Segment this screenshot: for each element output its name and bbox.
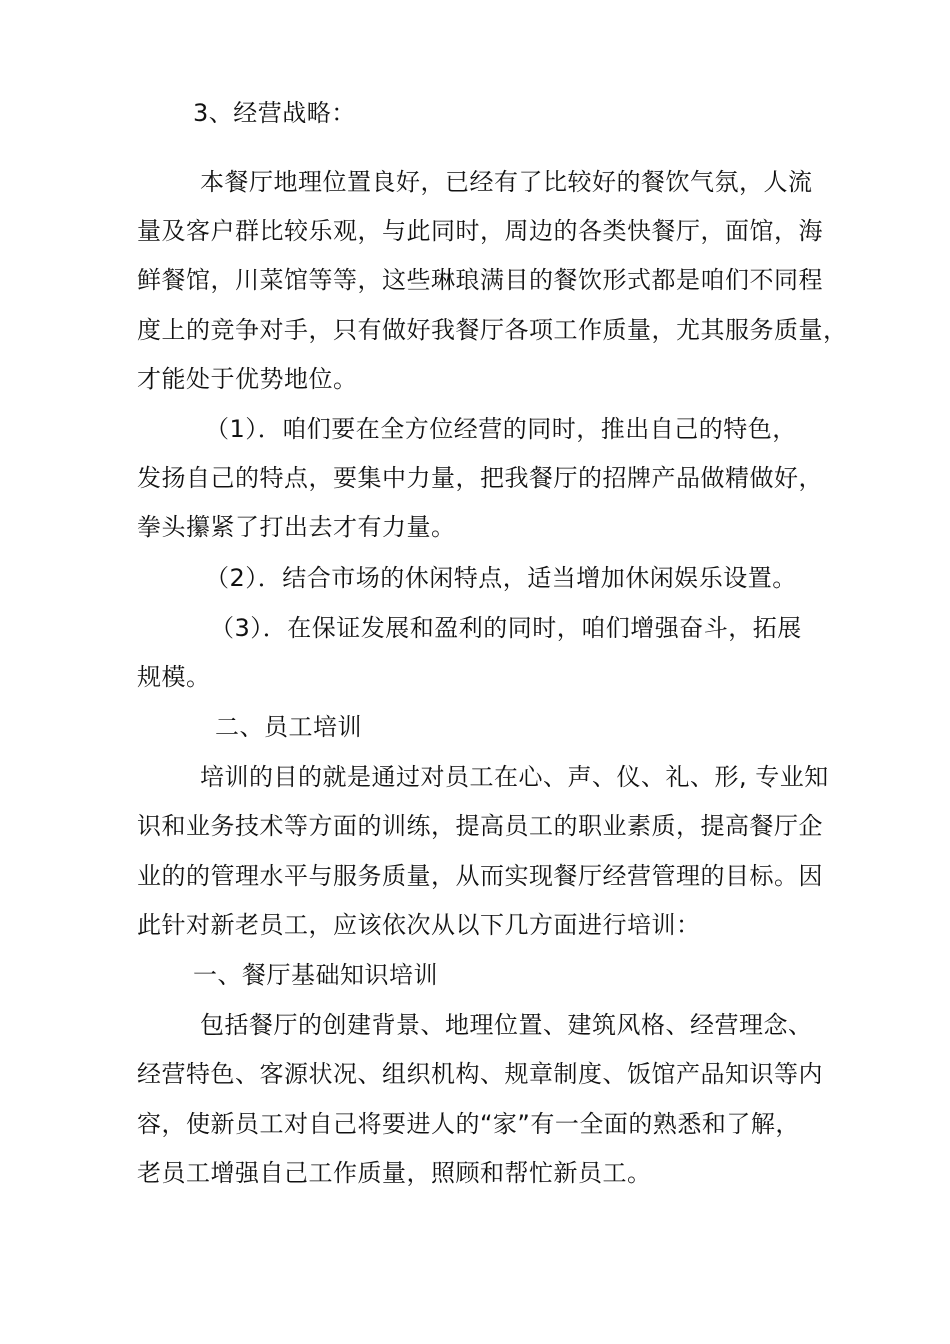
section-heading-business-strategy: 3、经营战略： [193,99,356,127]
paragraph-line: 才能处于优势地位。 [137,365,358,393]
paragraph-line: 鲜餐馆，川菜馆等等，这些琳琅满目的餐饮形式都是咱们不同程 [137,266,823,294]
paragraph-line: 本餐厅地理位置良好，已经有了比较好的餐饮气氛，人流 [200,168,813,196]
section-heading-staff-training: 二、员工培训 [215,713,362,741]
paragraph-line: 度上的竞争对手，只有做好我餐厅各项工作质量，尤其服务质量， [137,316,848,344]
paragraph-line: 老员工增强自己工作质量，照顾和帮忙新员工。 [137,1159,652,1187]
list-item-3-line: 规模。 [137,663,211,691]
list-item-1-line: （1）．咱们要在全方位经营的同时，推出自己的特色， [205,415,797,443]
paragraph-line: 经营特色、客源状况、组织机构、规章制度、饭馆产品知识等内 [137,1060,823,1088]
list-item-1-line: 发扬自己的特点，要集中力量，把我餐厅的招牌产品做精做好， [137,464,823,492]
paragraph-line: 培训的目的就是通过对员工在心、声、仪、礼、形, 专业知 [200,763,829,791]
paragraph-line: 量及客户群比较乐观，与此同时，周边的各类快餐厅，面馆，海 [137,217,823,245]
list-item-1-line: 拳头攥紧了打出去才有力量。 [137,513,456,541]
paragraph-line: 包括餐厅的创建背景、地理位置、建筑风格、经营理念、 [200,1011,813,1039]
paragraph-line: 此针对新老员工，应该依次从以下几方面进行培训： [137,911,701,939]
list-item-2-line: （2）．结合市场的休闲特点，适当增加休闲娱乐设置。 [205,564,797,592]
paragraph-line: 容，使新员工对自己将要进人的“家”有一全面的熟悉和了解， [137,1110,800,1138]
section-heading-basic-knowledge: 一、餐厅基础知识培训 [193,961,438,989]
paragraph-line: 识和业务技术等方面的训练，提高员工的职业素质，提高餐厅企 [137,812,823,840]
paragraph-line: 业的的管理水平与服务质量，从而实现餐厅经营管理的目标。因 [137,862,823,890]
list-item-3-line: （3）．在保证发展和盈利的同时，咱们增强奋斗，拓展 [210,614,802,642]
